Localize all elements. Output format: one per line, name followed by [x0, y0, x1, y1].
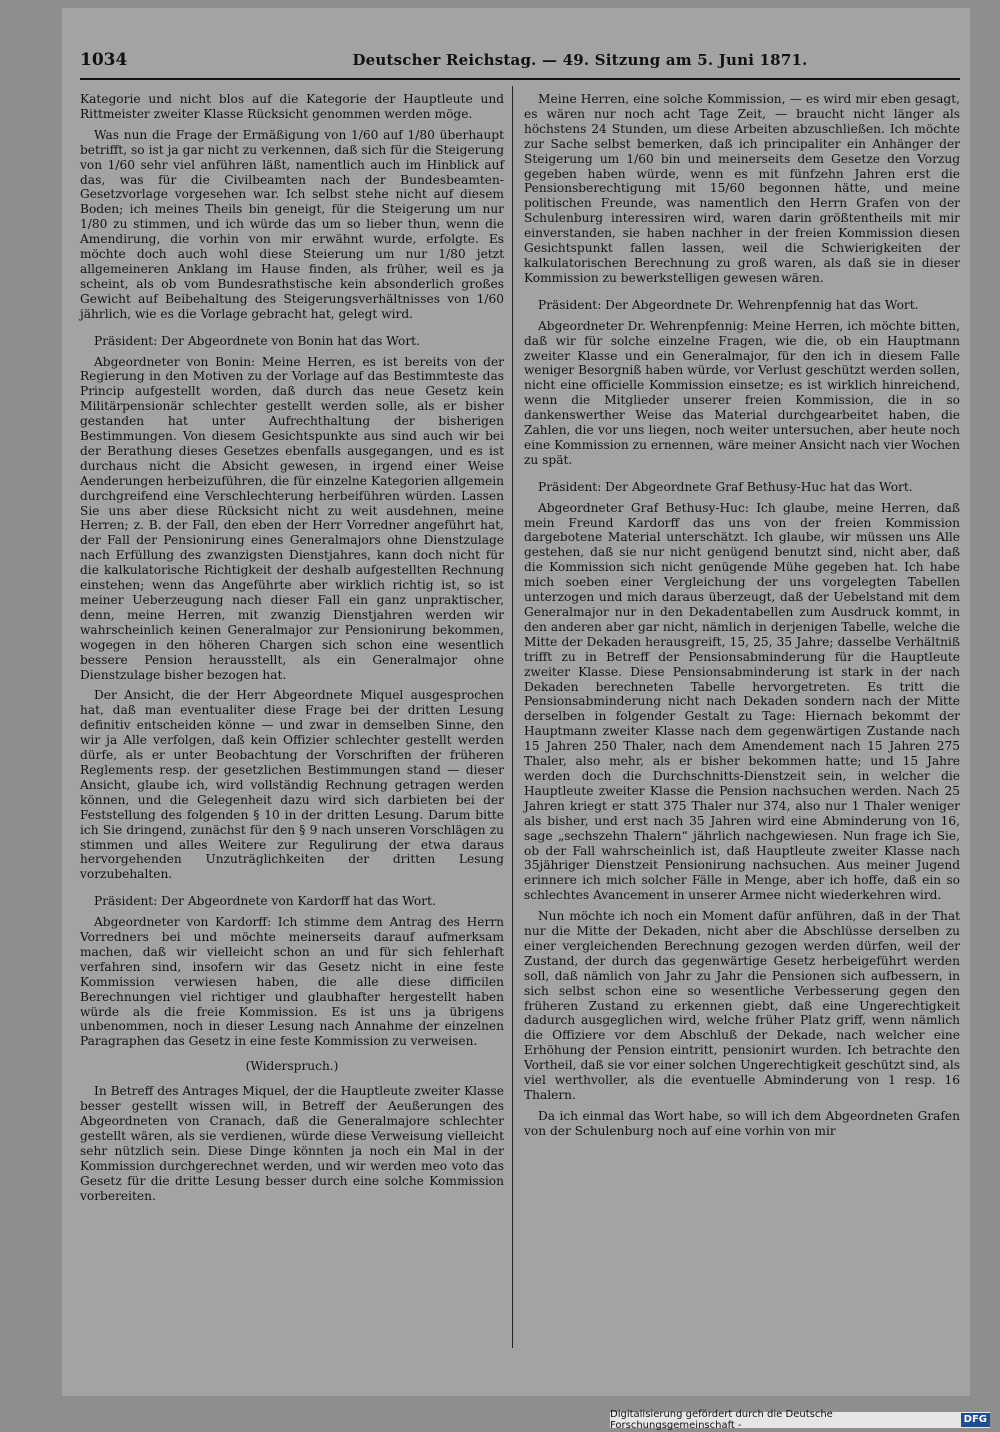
left-column [80, 92, 504, 1209]
text-paragraph: Abgeordneter Dr. Wehrenpfennig: Meine Herren, ich möchte bitten, daß wir für solche einzelne Fragen, wie die, ob ein Hauptmann zweiter Klasse und ein Generalmajor, für den ich in diesem Falle weniger Besorgniß haben würde, vor Verlust geschützt werden sollen, nicht eine officielle Kommission einsetze; es ist wirklich hinreichend, wenn die Mitglieder unserer freien Kommission, die in so dankenswerther Weise das Material durchgearbeitet haben, die Zahlen, die vor uns liegen, noch weiter untersuchen, aber heute noch eine Kommission zu ernennen, wäre meiner Ansicht nach vier Wochen zu spät. [524, 318, 960, 467]
text-paragraph: Was nun die Frage der Ermäßigung von 1/60 auf 1/80 überhaupt betrifft, so ist ja gar nicht zu verkennen, daß sich für die Steigerung von 1/60 sehr viel anführen läßt, namentlich auch im Hinblick auf das, was für die Civilbeamten nach der Bundesbeamten-Gesetzvorlage vorgesehen war. Ich selbst stehe nicht auf diesem Boden; ich meines Theils bin geneigt, für die Steigerung um nur 1/80 zu stimmen, und ich würde das um so lieber thun, wenn die Amendirung, die vorhin von mir erwähnt wurde, erfolgte. Es möchte doch auch wohl diese Steierung um nur 1/80 jetzt allgemeineren Anklang im Hause finden, als früher, weil es ja scheint, als ob vom Bundesrathstische kein absonderlich großes Gewicht auf Beibehaltung des Steigerungsverhältnisses von 1/60 jährlich, wie es die Vorlage gebracht hat, gelegt wird. [80, 127, 504, 321]
speaker-paragraph: Präsident: Der Abgeordnete Dr. Wehrenpfennig hat das Wort. [538, 297, 919, 312]
header-rule [80, 78, 960, 80]
speaker-paragraph: Präsident: Der Abgeordnete von Bonin hat das Wort. [94, 333, 420, 348]
text-paragraph: Da ich einmal das Wort habe, so will ich dem Abgeordneten Grafen von der Schulenburg noch auf eine vorhin von mir [524, 1108, 960, 1138]
text-paragraph: In Betreff des Antrages Miquel, der die Hauptleute zweiter Klasse besser gestellt wissen will, in Betreff der Aeußerungen des Abgeordneten von Cranach, daß die Generalmajore schlechter gestellt wären, als sie verdienen, würde diese Verweisung vielleicht sehr nützlich sein. Diese Dinge könnten ja noch ein Mal in der Kommission durchgerechnet werden, und wir werden meo voto das Gesetz für die dritte Lesung besser durch eine solche Kommission vorbereiten. [80, 1084, 504, 1203]
text-paragraph: Meine Herren, eine solche Kommission, — es wird mir eben gesagt, es wären nur noch acht Tage Zeit, — braucht nicht länger als höchstens 24 Stunden, um diese Arbeiten abzuschließen. Ich möchte zur Sache selbst bemerken, daß ich principaliter ein Anhänger der Steigerung um 1/60 bin und meinerseits dem Gesetze den Vorzug gegeben haben würde, wenn es mit fünfzehn Jahren erst die Pensionsberechtigung mit 15/60 begonnen hätte, und meine politischen Freunde, was namentlich den Herrn Grafen von der Schulenburg interessiren wird, waren darin größtentheils mit mir einverstanden, sie haben nachher in der freien Kommission diesen Gesichtspunkt fallen lassen, weil die Schwierigkeiten der kalkulatorischen Berechnung zu groß waren, als daß sie in dieser Kommission zu bewerkstelligen gewesen wären. [524, 92, 960, 285]
text-paragraph: Abgeordneter von Kardorff: Ich stimme dem Antrag des Herrn Vorredners bei und möchte meinerseits darauf aufmerksam machen, daß wir vielleicht schon an und für sich fehlerhaft verfahren sind, insofern wir das Gesetz nicht in eine feste Kommission verwiesen haben, die alle diese difficilen Berechnungen viel richtiger und glaubhafter hergestellt haben würde als die freie Kommission. Es ist uns ja übrigens unbenommen, noch in dieser Lesung nach Annahme der einzelnen Paragraphen das Gesetz in eine feste Kommission zu verweisen. [80, 915, 504, 1049]
text-paragraph: Abgeordneter von Bonin: Meine Herren, es ist bereits von der Regierung in den Motiven zu der Vorlage auf das Bestimmteste das Princip aufgestellt worden, daß durch das neue Gesetz kein Militärpensionär schlechter gestellt werden solle, als er bisher gestanden hat unter Aufrechthaltung der bisherigen Bestimmungen. Von diesem Gesichtspunkte aus sind auch wir bei der Berathung dieses Gesetzes ebenfalls ausgegangen, und es ist durchaus nicht die Absicht gewesen, in irgend einer Weise Aenderungen herbeizuführen, die für einzelne Kategorien allgemein durchgreifend eine Verschlechterung herbeiführen würden. Lassen Sie uns aber diese Rücksicht nicht zu weit ausdehnen, meine Herren; z. B. der Fall, den eben der Herr Vorredner angeführt hat, der Fall der Pensionirung eines Generalmajors ohne Dienstzulage nach Erfüllung des zwanzigsten Dienstjahres, kann doch nicht für die kalkulatorische Richtigkeit der deshalb aufgestellten Rechnung einstehen; wenn das Angeführte aber wirklich richtig ist, so ist meiner Ueberzeugung nach dieser Fall ein ganz unpraktischer, denn, meine Herren, mit zwanzig Dienstjahren werden wir wahrscheinlich keinen Generalmajor zur Pensionirung bekommen, wogegen in den höheren Chargen sich schon eine wesentlich bessere Pension herausstellt, als ein Generalmajor ohne Dienstzulage bisher bezogen hat. [80, 354, 504, 682]
speaker-paragraph: Präsident: Der Abgeordnete Graf Bethusy-Huc hat das Wort. [538, 479, 913, 494]
credit-text: Digitalisierung gefördert durch die Deutsche Forschungsgemeinschaft - [610, 1409, 833, 1431]
interjection: (Widerspruch.) [245, 1059, 339, 1074]
right-column [524, 92, 960, 1145]
column-divider [512, 86, 513, 1348]
text-paragraph: Der Ansicht, die der Herr Abgeordnete Miquel ausgesprochen hat, daß man eventualiter diese Frage bei der dritten Lesung definitiv entscheiden könne — und zwar in demselben Sinne, den wir ja Alle verfolgen, daß kein Offizier schlechter gestellt werden dürfe, als er unter Beobachtung der Vorschriften der früheren Reglements resp. der gesetzlichen Bestimmungen stand — dieser Ansicht, glaube ich, wird vollständig Rechnung getragen werden können, und die Gelegenheit dazu wird sich darbieten bei der Feststellung des folgenden § 10 in der dritten Lesung. Darum bitte ich Sie dringend, zunächst für den § 9 nach unseren Vorschlägen zu stimmen und alles Weitere zur Regulirung der etwa daraus hervorgehenden Unzuträglichkeiten der dritten Lesung vorzubehalten. [80, 688, 504, 882]
page-header [80, 50, 960, 80]
digitization-credit [610, 1409, 990, 1431]
speaker-paragraph: Präsident: Der Abgeordnete von Kardorff hat das Wort. [94, 894, 436, 909]
text-paragraph: Abgeordneter Graf Bethusy-Huc: Ich glaube, meine Herren, daß mein Freund Kardorff das uns von der freien Kommission dargebotene Material unterschätzt. Ich glaube, wir müssen uns Alle gestehen, daß sie nur nicht genügend benutzt sind, nicht aber, daß die Kommission sich nicht genügende Mühe gegeben hat. Ich habe mich soeben einer Vergleichung der uns vorgelegten Tabellen unterzogen und mich daraus überzeugt, daß der Uebelstand mit dem Generalmajor nur in den Dekadentabellen zum Ausdruck kommt, in den anderen aber gar nicht, nämlich in derjenigen Tabelle, welche die Mitte der Dekaden herausgreift, 15, 25, 35 Jahre; dasselbe Verhältniß trifft zu in Betreff der Pensionsabminderung für die Hauptleute zweiter Klasse. Diese Pensionsabminderung ist stark in der nach Dekaden berechneten Tabelle hervorgetreten. Es tritt die Pensionsabminderung nicht nach Dekaden sondern nach der Mitte derselben in folgender Gestalt zu Tage: Hiernach bekommt der Hauptmann zweiter Klasse nach dem gegenwärtigen Zustande nach 15 Jahren 250 Thaler, nach dem Amendement nach 15 Jahren 275 Thaler, also mehr, als er bisher bekommen hatte; und 15 Jahre werden doch die Durchschnitts-Dienstzeit sein, in welcher die Hauptleute zweiter Klasse die Pension nachsuchen werden. Nach 25 Jahren kriegt er statt 375 Thaler nur 374, also nur 1 Thaler weniger als bisher, und erst nach 35 Jahren wird eine Abminderung von 16, sage „sechszehn Thalern“ jährlich nachgewiesen. Nun frage ich Sie, ob der Fall wahrscheinlich ist, daß Hauptleute zweiter Klasse nach 35jähriger Dienstzeit Pensionirung nachsuchen. Aus meiner Jugend erinnere ich mich solcher Fälle in Menge, aber ich hoffe, daß ein so schlechtes Avancement in unserer Armee nicht wiederkehren wird. [524, 500, 960, 903]
dfg-logo: DFG [961, 1413, 990, 1427]
text-paragraph: Nun möchte ich noch ein Moment dafür anführen, daß in der That nur die Mitte der Dekaden, nicht aber die Abschlüsse derselben zu einer vergleichenden Berechnung gezogen werden dürfen, weil der Zustand, der durch das gegenwärtige Gesetz herbeigeführt werden soll, daß nämlich von Jahr zu Jahr die Pensionen sich aufbessern, in sich selbst schon eine so wesentliche Verbesserung gegen den früheren Zustand zu erkennen giebt, daß eine Ungerechtigkeit dadurch ausgeglichen wird, welche früher Platz griff, wenn nämlich die Offiziere vor dem Abschluß der Dekade, nach welcher eine Erhöhung der Pension eintritt, pensionirt wurden. Ich betrachte den Vortheil, daß sie vor einer solchen Ungerechtigkeit geschützt sind, als viel werthvoller, als die eventuelle Abminderung von 1 resp. 16 Thalern. [524, 909, 960, 1102]
text-paragraph: Kategorie und nicht blos auf die Kategorie der Hauptleute und Rittmeister zweiter Klasse Rücksicht genommen werden möge. [80, 92, 504, 121]
page-number: 1034 [80, 50, 128, 70]
running-title: Deutscher Reichstag. — 49. Sitzung am 5. Juni 1871. [352, 51, 808, 69]
